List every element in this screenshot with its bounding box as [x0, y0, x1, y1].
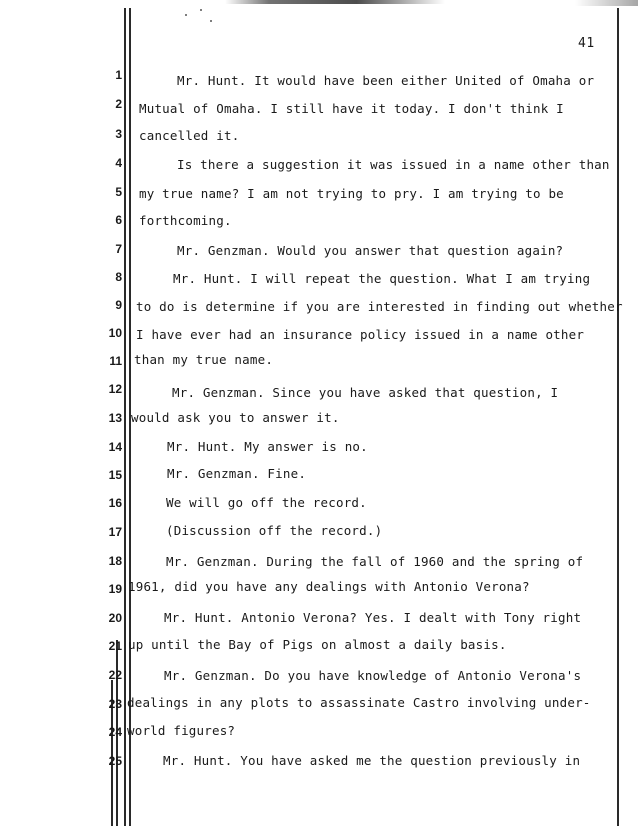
line-number: 12: [108, 382, 122, 396]
line-number: 4: [115, 156, 122, 170]
transcript-line: dealings in any plots to assassinate Castro involving under-: [127, 695, 591, 710]
transcript-line: up until the Bay of Pigs on almost a daily basis.: [128, 637, 507, 652]
transcript-line: Mr. Hunt. Antonio Verona? Yes. I dealt with Tony right: [164, 610, 582, 625]
transcript-line: would ask you to answer it.: [131, 410, 340, 425]
transcript-line: forthcoming.: [139, 213, 232, 228]
transcript-line: 1961, did you have any dealings with Antonio Verona?: [128, 579, 530, 594]
transcript-line: Mr. Hunt. You have asked me the question previously in: [163, 753, 581, 768]
line-number: 14: [108, 440, 122, 454]
line-number: 5: [115, 185, 122, 199]
left-margin-rule: [124, 8, 126, 826]
transcript-line: Mr. Genzman. During the fall of 1960 and the spring of: [166, 554, 584, 569]
line-number: 7: [115, 242, 122, 256]
transcript-line: We will go off the record.: [166, 495, 367, 510]
line-number: 3: [115, 127, 122, 141]
scan-speck: [210, 20, 212, 22]
line-number: 15: [108, 468, 122, 482]
transcript-line: to do is determine if you are interested in finding out whether: [136, 299, 623, 314]
line-number: 19: [108, 582, 122, 596]
transcript-line: Mr. Genzman. Do you have knowledge of Antonio Verona's: [164, 668, 582, 683]
line-number: 2: [115, 97, 122, 111]
line-number: 18: [108, 554, 122, 568]
transcript-line: Mr. Genzman. Since you have asked that question, I: [172, 385, 559, 400]
right-margin-rule: [617, 8, 619, 826]
line-number: 10: [108, 326, 122, 340]
line-number: 25: [108, 754, 122, 768]
scan-speck: [185, 14, 187, 16]
transcript-line: Mr. Hunt. My answer is no.: [167, 439, 368, 454]
line-number: 13: [108, 411, 122, 425]
line-number: 8: [115, 270, 122, 284]
transcript-line: world figures?: [127, 723, 236, 738]
transcript-line: Mutual of Omaha. I still have it today. I don't think I: [139, 101, 564, 116]
transcript-line: my true name? I am not trying to pry. I am trying to be: [139, 186, 564, 201]
transcript-line: cancelled it.: [139, 128, 240, 143]
line-number: 9: [115, 298, 122, 312]
page-number: 41: [578, 36, 595, 51]
scan-artifact: [225, 0, 445, 4]
line-number: 16: [108, 496, 122, 510]
line-number: 24: [108, 725, 122, 739]
transcript-line: Mr. Genzman. Fine.: [167, 466, 307, 481]
line-number: 17: [108, 525, 122, 539]
transcript-line: I have ever had an insurance policy issued in a name other: [136, 327, 585, 342]
line-number: 20: [108, 611, 122, 625]
line-number: 6: [115, 213, 122, 227]
line-number: 23: [108, 697, 122, 711]
scan-artifact: [575, 0, 638, 6]
transcript-line: Is there a suggestion it was issued in a name other than: [177, 157, 610, 172]
line-number: 11: [109, 354, 122, 368]
transcript-line: Mr. Genzman. Would you answer that question again?: [177, 243, 564, 258]
transcript-line: Mr. Hunt. It would have been either United of Omaha or: [177, 73, 595, 88]
line-number: 1: [115, 68, 122, 82]
transcript-line: Mr. Hunt. I will repeat the question. What I am trying: [173, 271, 591, 286]
transcript-line: (Discussion off the record.): [166, 523, 383, 538]
transcript-line: than my true name.: [134, 352, 274, 367]
line-number: 22: [108, 668, 122, 682]
scan-speck: [200, 9, 202, 11]
line-number: 21: [108, 639, 122, 653]
